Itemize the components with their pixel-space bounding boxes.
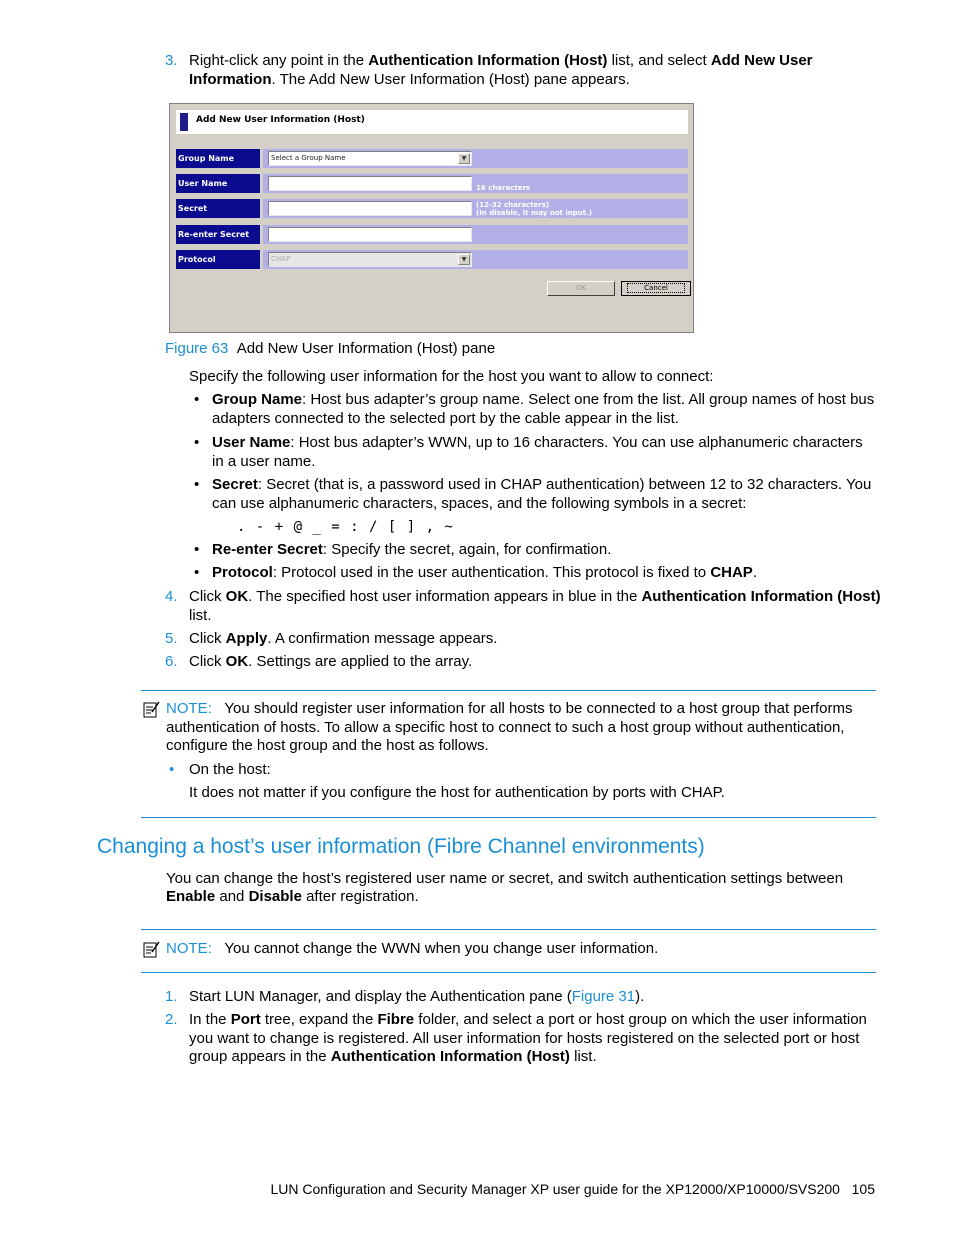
note-top-rule	[141, 929, 876, 930]
step-2-line-2: you want to change is registered. All user information for hosts registered on the selected port or host	[189, 1030, 860, 1047]
secret-hint-2: (In disable, it may not input.)	[476, 209, 592, 217]
group-name-select[interactable]: Select a Group Name ▼	[268, 151, 472, 166]
bullet-protocol: Protocol: Protocol used in the user authentication. This protocol is fixed to CHAP.	[212, 564, 757, 581]
note-top-rule	[141, 690, 876, 691]
pane-title: Add New User Information (Host)	[196, 115, 365, 125]
reenter-secret-label: Re-enter Secret	[176, 225, 260, 244]
bullet-dot: •	[169, 761, 175, 778]
step-3-line-2: Information. The Add New User Information (Host) pane appears.	[189, 71, 630, 88]
step-4-line-2: list.	[189, 607, 212, 624]
step-number: 6.	[165, 653, 178, 670]
note-1-line-2: authentication of hosts. To allow a specific host to connect to such a host group without authentication,	[166, 719, 845, 736]
bullet-secret-1: Secret: Secret (that is, a password used in CHAP authentication) between 12 to 32 characters. You	[212, 476, 872, 493]
note-1-sub: It does not matter if you configure the host for authentication by ports with CHAP.	[189, 784, 725, 801]
bullet-dot: •	[194, 541, 200, 558]
step-2-line-3: group appears in the Authentication Information (Host) list.	[189, 1048, 597, 1065]
add-new-user-pane-screenshot	[169, 103, 694, 333]
user-name-input[interactable]	[268, 176, 472, 191]
pane-title-bar	[176, 110, 688, 134]
page-footer: LUN Configuration and Security Manager XP user guide for the XP12000/XP10000/SVS200 105	[270, 1181, 875, 1197]
bullet-user-name-2: in a user name.	[212, 453, 316, 470]
group-name-label: Group Name	[176, 149, 260, 168]
chevron-down-icon[interactable]: ▼	[458, 153, 470, 164]
step-number: 3.	[165, 52, 178, 69]
figure-caption: Figure 63 Add New User Information (Host) pane	[165, 340, 496, 357]
step-number: 4.	[165, 588, 178, 605]
step-1: Start LUN Manager, and display the Authentication pane (Figure 31).	[189, 988, 645, 1005]
chevron-down-icon[interactable]: ▼	[458, 254, 470, 265]
step-6: Click OK. Settings are applied to the array.	[189, 653, 473, 670]
specify-intro: Specify the following user information for the host you want to allow to connect:	[189, 368, 714, 385]
section-intro-2: Enable and Disable after registration.	[166, 888, 419, 905]
bullet-dot: •	[194, 434, 200, 451]
figure-31-link[interactable]: Figure 31	[571, 988, 636, 1005]
note-bottom-rule	[141, 817, 876, 818]
protocol-select[interactable]: CHAP ▼	[268, 252, 472, 267]
protocol-label: Protocol	[176, 250, 260, 269]
section-intro-1: You can change the host’s registered user name or secret, and switch authentication settings between	[166, 870, 844, 887]
step-number: 2.	[165, 1011, 178, 1028]
bullet-user-name-1: User Name: Host bus adapter’s WWN, up to 16 characters. You can use alphanumeric characters	[212, 434, 863, 451]
secret-input[interactable]	[268, 201, 472, 216]
bullet-dot: •	[194, 476, 200, 493]
secret-symbols: . - + @ _ = : / [ ] , ~	[237, 519, 453, 535]
section-heading: Changing a host’s user information (Fibre Channel environments)	[97, 835, 705, 858]
title-marker	[180, 113, 188, 131]
note-2: NOTE: You cannot change the WWN when you change user information.	[166, 940, 659, 957]
user-name-hint: 16 characters	[476, 184, 531, 192]
bullet-dot: •	[194, 391, 200, 408]
user-name-label: User Name	[176, 174, 260, 193]
ok-button[interactable]: OK	[547, 281, 615, 296]
step-5: Click Apply. A confirmation message appears.	[189, 630, 498, 647]
step-4-line-1: Click OK. The specified host user information appears in blue in the Authentication Information (Host)	[189, 588, 881, 605]
bullet-dot: •	[194, 564, 200, 581]
secret-label: Secret	[176, 199, 260, 218]
note-icon	[143, 701, 161, 718]
bullet-group-name-2: adapters connected to the selected port by the cable appear in the list.	[212, 410, 679, 427]
bullet-reenter-secret: Re-enter Secret: Specify the secret, again, for confirmation.	[212, 541, 612, 558]
note-1-line-1: NOTE: You should register user information for all hosts to be connected to a host group that performs	[166, 700, 853, 717]
bullet-group-name-1: Group Name: Host bus adapter’s group name. Select one from the list. All group names of host bus	[212, 391, 875, 408]
step-number: 5.	[165, 630, 178, 647]
step-3-line-1: Right-click any point in the Authentication Information (Host) list, and select Add New User	[189, 52, 813, 69]
note-1-bullet: On the host:	[189, 761, 271, 778]
secret-hint: (12-32 characters)	[476, 201, 550, 209]
page-number: 105	[851, 1181, 875, 1197]
step-2-line-1: In the Port tree, expand the Fibre folder, and select a port or host group on which the user information	[189, 1011, 867, 1028]
note-bottom-rule	[141, 972, 876, 973]
reenter-secret-input[interactable]	[268, 227, 472, 242]
note-icon	[143, 941, 161, 958]
bullet-secret-2: can use alphanumeric characters, spaces, and the following symbols in a secret:	[212, 495, 747, 512]
note-1-line-3: configure the host group and the host as follows.	[166, 737, 489, 754]
step-number: 1.	[165, 988, 178, 1005]
cancel-button[interactable]	[621, 281, 691, 296]
cancel-label: Cancel	[627, 283, 685, 293]
